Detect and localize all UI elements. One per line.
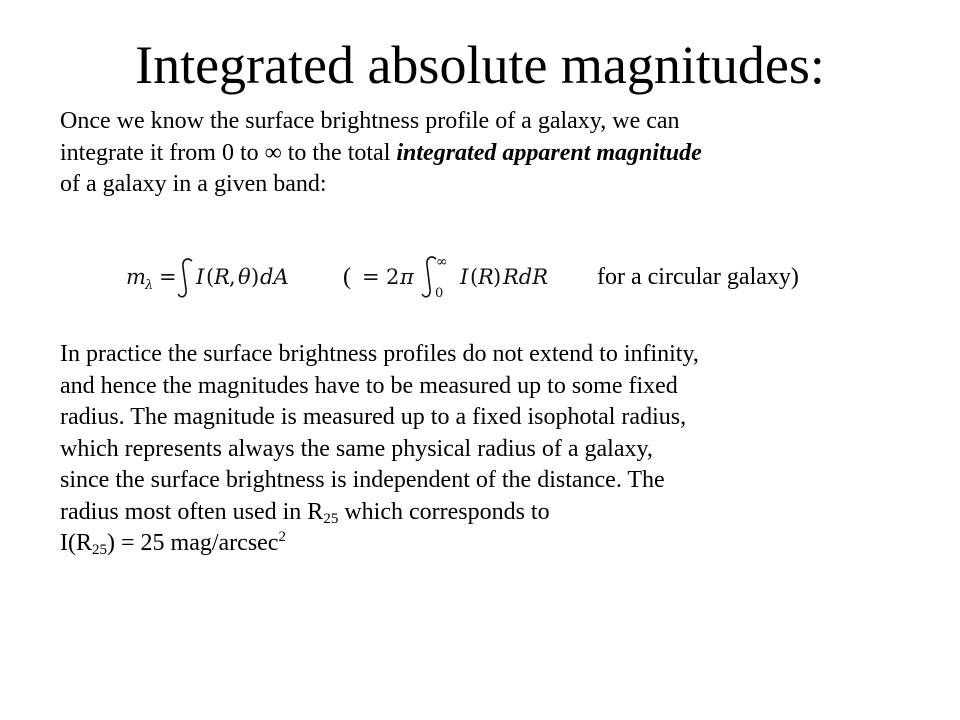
- body-line-7: [60, 528, 920, 560]
- body-paragraph: [60, 339, 920, 560]
- svg-text:): ): [251, 265, 260, 289]
- svg-text:λ: λ: [145, 278, 154, 293]
- arcsec-squared-superscript: 2: [278, 529, 286, 545]
- svg-text:0: 0: [435, 286, 444, 301]
- svg-text:RdR: RdR: [503, 265, 549, 289]
- intro-line-2-text: integrate it from 0 to ∞ to the total: [60, 139, 397, 166]
- equation-open-paren: (: [343, 264, 351, 290]
- r25-subscript-2: 25: [92, 542, 107, 558]
- svg-text:R: R: [214, 265, 230, 289]
- svg-text:m: m: [126, 265, 146, 289]
- body-line-1: In practice the surface brightness profiles do not extend to infinity,: [60, 341, 699, 367]
- intro-line-3: of a galaxy in a given band:: [60, 171, 327, 197]
- r25-subscript: 25: [323, 510, 339, 527]
- svg-text:R: R: [478, 265, 494, 289]
- body-line-6: [60, 497, 920, 529]
- body-line-6-tail: which corresponds to: [338, 498, 550, 525]
- svg-text:(: (: [470, 265, 479, 289]
- svg-text:,: ,: [229, 265, 236, 289]
- body-line-7-mid: ) = 25 mag/arcsec: [107, 530, 279, 556]
- svg-text:π: π: [400, 265, 414, 289]
- svg-text:∞: ∞: [436, 254, 448, 270]
- body-line-4: which represents always the same physical radius of a galaxy,: [60, 435, 653, 462]
- intro-line-2: [60, 138, 920, 170]
- equation-suffix: for a circular galaxy): [597, 264, 799, 290]
- svg-text:(: (: [206, 265, 215, 289]
- intro-line-1: Once we know the surface brightness profile of a galaxy, we can: [60, 108, 680, 134]
- svg-text:): ): [493, 265, 502, 289]
- svg-text:dA: dA: [260, 265, 289, 289]
- body-line-5: since the surface brightness is independent of the distance. The: [60, 467, 665, 493]
- magnitude-equation: [0, 255, 960, 301]
- svg-text:=: =: [159, 265, 177, 289]
- body-line-7-text: I(R: [60, 530, 92, 556]
- magnitude-integral-formula: [126, 255, 336, 299]
- svg-text:=: =: [362, 265, 380, 289]
- body-line-2: and hence the magnitudes have to be measured up to some fixed: [60, 372, 678, 399]
- intro-paragraph: [60, 106, 920, 201]
- svg-text:θ: θ: [238, 265, 251, 289]
- slide-title: Integrated absolute magnitudes:: [135, 35, 825, 95]
- svg-text:I: I: [196, 265, 205, 289]
- svg-text:2: 2: [386, 265, 400, 289]
- integrated-apparent-magnitude-emphasis: integrated apparent magnitude: [396, 139, 702, 166]
- svg-text:I: I: [460, 265, 469, 289]
- body-line-6-text: radius most often used in R: [60, 498, 324, 525]
- body-line-3: radius. The magnitude is measured up to a fixed isophotal radius,: [60, 404, 687, 430]
- circular-integral-formula: [360, 251, 585, 301]
